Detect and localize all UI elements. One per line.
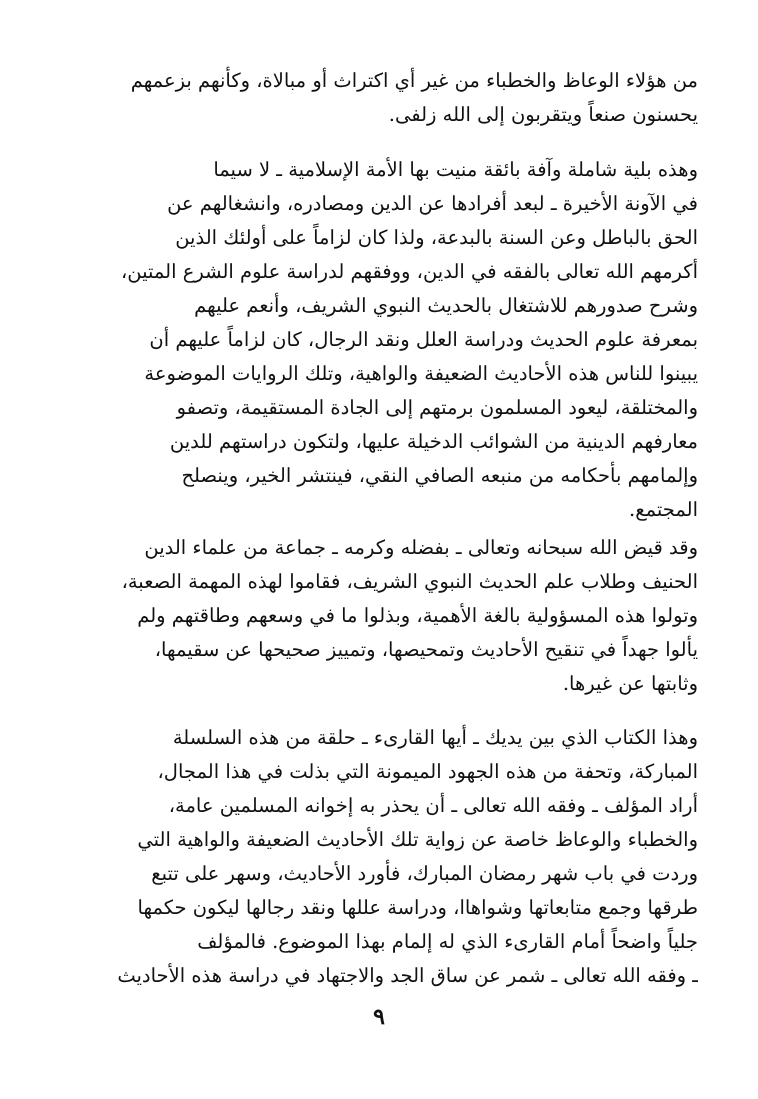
text-line: في الآونة الأخيرة ـ لبعد أفرادها عن الدين ومصادره، وانشغالهم عن: [167, 192, 698, 215]
text-line: أكرمهم الله تعالى بالفقه في الدين، ووفقهم لدراسة علوم الشرع المتين،: [120, 260, 698, 283]
text-line: وشرح صدورهم للاشتغال بالحديث النبوي الشريف، وأنعم عليهم: [194, 294, 698, 317]
text-line: والمختلقة، ليعود المسلمون برمتهم إلى الجادة المستقيمة، وتصفو: [176, 396, 698, 419]
text-line: طرقها وجمع متابعاتها وشواهاا، ودراسة عللها ونقد رجالها ليكون حكمها: [137, 896, 698, 919]
text-line: من هؤلاء الوعاظ والخطباء من غير أي اكتراث أو مبالاة، وكأنهم بزعمهم: [130, 69, 698, 92]
text-line: وهذا الكتاب الذي بين يديك ـ أيها القارىء ـ حلقة من هذه السلسلة: [172, 726, 698, 749]
text-line: المجتمع.: [629, 498, 698, 521]
paragraph-2: [62, 153, 698, 527]
text-line: وإلمامهم بأحكامه من منبعه الصافي النقي، فينتشر الخير، وينصلح: [181, 464, 698, 487]
paragraph-3: [62, 531, 698, 701]
paragraph-1: [62, 64, 698, 132]
text-line: وتولوا هذه المسؤولية بالغة الأهمية، وبذلوا ما في وسعهم وطاقتهم ولم: [137, 604, 698, 627]
paragraph-4: [62, 721, 698, 993]
text-line: والخطباء والوعاظ خاصة عن زواية تلك الأحاديث الضعيفة والواهية التي: [137, 828, 698, 851]
text-line: الحق بالباطل وعن السنة بالبدعة، ولذا كان لزاماً على أولئك الذين: [175, 226, 698, 249]
text-line: جلياً واضحاً أمام القارىء الذي له إلمام بهذا الموضوع. فالمؤلف: [197, 930, 698, 953]
text-line: يبينوا للناس هذه الأحاديث الضعيفة والواهية، وتلك الروايات الموضوعة: [144, 362, 698, 385]
page-number: ٩: [373, 1004, 385, 1030]
text-line: المباركة، وتحفة من هذه الجهود الميمونة التي بذلت في هذا المجال،: [157, 760, 698, 783]
text-line: معارفهم الدينية من الشوائب الدخيلة عليها، ولتكون دراستهم للدين: [169, 430, 698, 453]
text-line: بمعرفة علوم الحديث ودراسة العلل ونقد الرجال، كان لزاماً عليهم أن: [149, 328, 698, 351]
text-line: الحنيف وطلاب علم الحديث النبوي الشريف، فقاموا لهذه المهمة الصعبة،: [121, 570, 698, 593]
text-line: ـ وفقه الله تعالى ـ شمر عن ساق الجد والاجتهاد في دراسة هذه الأحاديث: [117, 964, 698, 987]
text-line: وقد قيض الله سبحانه وتعالى ـ بفضله وكرمه ـ جماعة من علماء الدين: [144, 536, 698, 559]
text-line: يحسنون صنعاً ويتقربون إلى الله زلفى.: [388, 103, 698, 126]
text-line: وردت في باب شهر رمضان المبارك، فأورد الأحاديث، وسهر على تتبع: [151, 862, 698, 885]
text-line: وثابتها عن غيرها.: [562, 672, 698, 695]
text-line: وهذه بلية شاملة وآفة بائقة منيت بها الأمة الإسلامية ـ لا سيما: [213, 158, 698, 181]
text-line: أراد المؤلف ـ وفقه الله تعالى ـ أن يحذر به إخوانه المسلمين عامة،: [168, 794, 698, 817]
text-line: يألوا جهداً في تنقيح الأحاديث وتمحيصها، وتمييز صحيحها عن سقيمها،: [154, 638, 698, 661]
